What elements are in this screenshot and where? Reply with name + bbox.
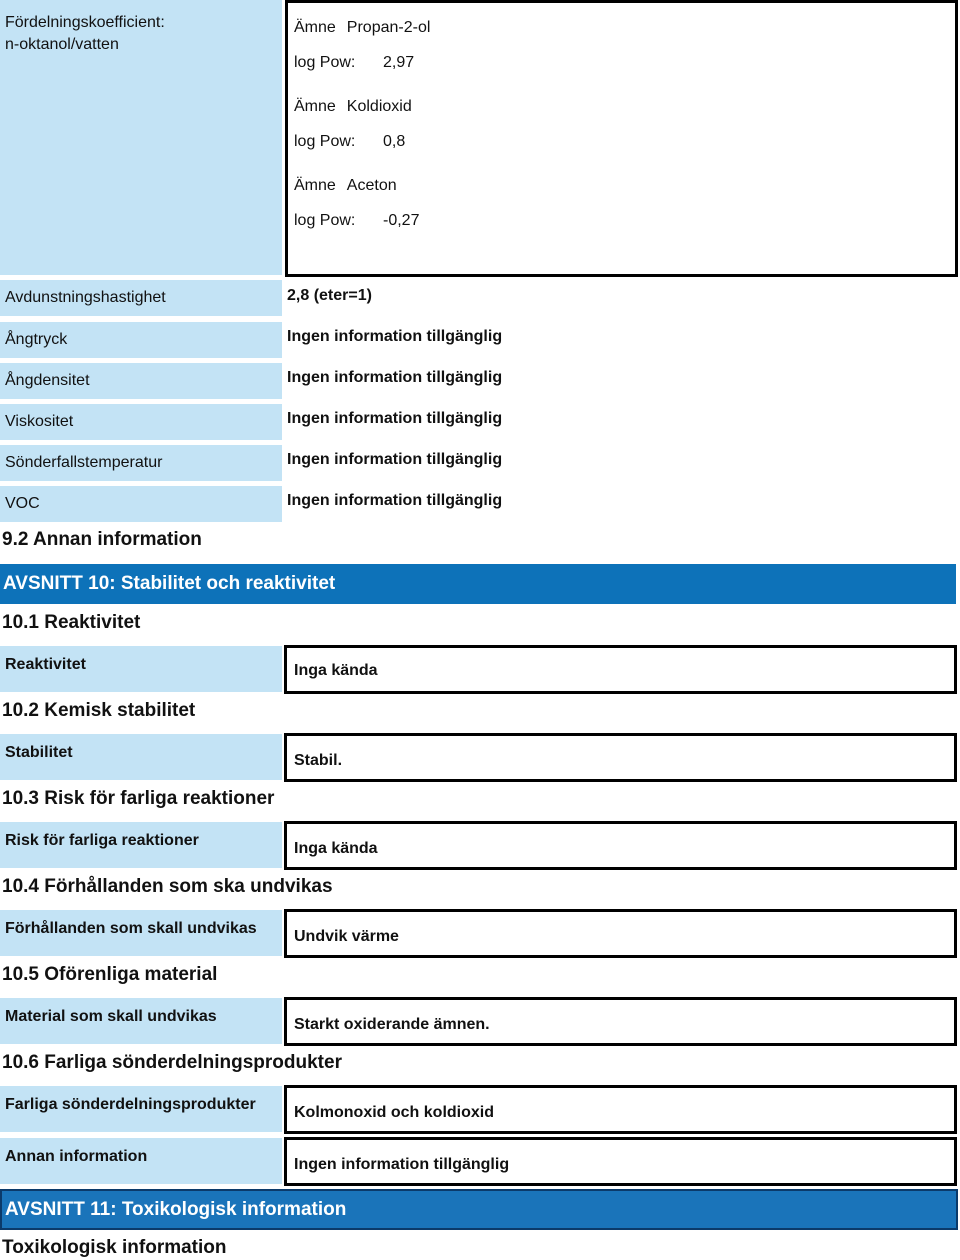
logpow-value: -0,27 [383, 212, 420, 229]
substance-name: Koldioxid [346, 98, 412, 115]
logpow-key: log Pow: [294, 212, 356, 229]
incompatible-materials-value: Starkt oxiderande ämnen. [284, 997, 957, 1046]
substance-entry-1 [294, 19, 430, 37]
logpow-value: 0,8 [383, 133, 406, 150]
other-information-label: Annan information [0, 1138, 282, 1184]
property-label-vapor-density: Ångdensitet [0, 363, 282, 399]
property-label-voc: VOC [0, 486, 282, 522]
substance-entry-2 [294, 98, 412, 116]
property-label-viscosity: Viskositet [0, 404, 282, 440]
section-11-header: AVSNITT 11: Toxikologisk information [0, 1189, 958, 1230]
section-10-header: AVSNITT 10: Stabilitet och reaktivitet [0, 564, 956, 604]
other-information-value: Ingen information tillgänglig [284, 1137, 957, 1186]
subsection-heading-9-2: 9.2 Annan information [2, 529, 202, 550]
property-value-decomposition-temp: Ingen information tillgänglig [287, 451, 503, 468]
substance-name: Propan-2-ol [346, 19, 431, 36]
subsection-heading-10-5: 10.5 Oförenliga material [2, 964, 218, 985]
property-label-vapor-pressure: Ångtryck [0, 322, 282, 358]
subsection-heading-10-1: 10.1 Reaktivitet [2, 612, 141, 633]
reactivity-label: Reaktivitet [0, 646, 282, 692]
logpow-key: log Pow: [294, 54, 356, 71]
property-label-evaporation: Avdunstningshastighet [0, 280, 282, 316]
conditions-to-avoid-label: Förhållanden som skall undvikas [0, 910, 282, 956]
hazardous-reactions-label: Risk för farliga reaktioner [0, 822, 282, 868]
subsection-heading-10-3: 10.3 Risk för farliga reaktioner [2, 788, 275, 809]
logpow-value: 2,97 [383, 54, 415, 71]
incompatible-materials-label: Material som skall undvikas [0, 998, 282, 1044]
partition-label: Fördelningskoefficient: n-oktanol/vatten [0, 0, 282, 275]
substance-entry-3 [294, 177, 397, 195]
property-value-evaporation: 2,8 (eter=1) [287, 287, 372, 304]
decomposition-products-label: Farliga sönderdelningsprodukter [0, 1086, 282, 1132]
substance-key: Ämne [294, 19, 336, 36]
stability-label: Stabilitet [0, 734, 282, 780]
substance-key: Ämne [294, 177, 336, 194]
property-value-vapor-density: Ingen information tillgänglig [287, 369, 503, 386]
logpow-entry-1 [294, 54, 414, 72]
subsection-heading-10-4: 10.4 Förhållanden som ska undvikas [2, 876, 333, 897]
property-value-viscosity: Ingen information tillgänglig [287, 410, 503, 427]
property-label-decomposition-temp: Sönderfallstemperatur [0, 445, 282, 481]
subsection-heading-10-6: 10.6 Farliga sönderdelningsprodukter [2, 1052, 342, 1073]
substance-key: Ämne [294, 98, 336, 115]
subsection-heading-11-1: Toxikologisk information [2, 1237, 227, 1258]
reactivity-value: Inga kända [284, 645, 957, 694]
logpow-key: log Pow: [294, 133, 356, 150]
stability-value: Stabil. [284, 733, 957, 782]
hazardous-reactions-value: Inga kända [284, 821, 957, 870]
decomposition-products-value: Kolmonoxid och koldioxid [284, 1085, 957, 1134]
subsection-heading-10-2: 10.2 Kemisk stabilitet [2, 700, 196, 721]
property-value-vapor-pressure: Ingen information tillgänglig [287, 328, 503, 345]
substance-name: Aceton [346, 177, 397, 194]
conditions-to-avoid-value: Undvik värme [284, 909, 957, 958]
logpow-entry-2 [294, 133, 405, 151]
property-value-voc: Ingen information tillgänglig [287, 492, 503, 509]
logpow-entry-3 [294, 212, 419, 230]
